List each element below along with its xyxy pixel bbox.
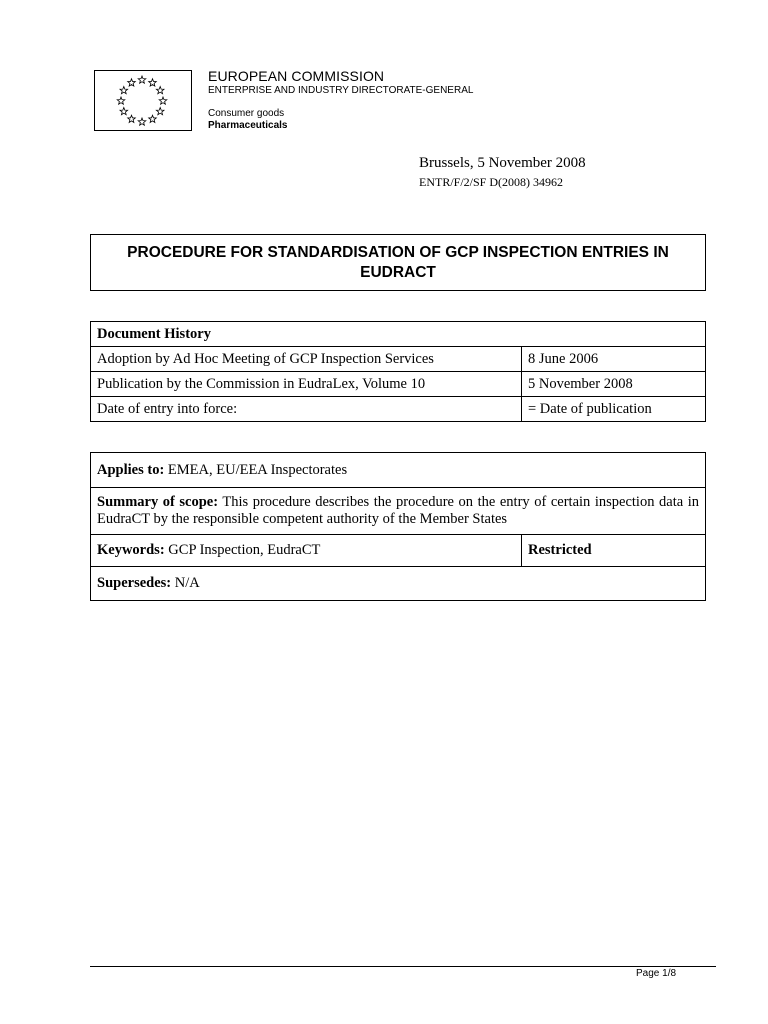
- star-icon: [138, 76, 146, 83]
- document-title: PROCEDURE FOR STANDARDISATION OF GCP INSPECTION ENTRIES IN EUDRACT: [127, 244, 669, 281]
- document-history-table: [90, 321, 706, 422]
- star-icon: [156, 108, 164, 115]
- keywords-value: GCP Inspection, EudraCT: [164, 542, 321, 558]
- eu-flag-logo: [94, 70, 192, 131]
- footer-divider: [90, 966, 716, 967]
- directorate-name: ENTERPRISE AND INDUSTRY DIRECTORATE-GENERAL: [208, 85, 474, 96]
- supersedes-cell: [91, 567, 706, 601]
- summary-label: Summary of scope:: [97, 494, 219, 510]
- table-row: [91, 347, 706, 372]
- supersedes-value: N/A: [171, 575, 200, 591]
- keywords-cell: [91, 535, 522, 567]
- unit-line-1: Consumer goods: [208, 108, 285, 119]
- star-icon: [117, 97, 125, 104]
- classification-label: Restricted: [528, 542, 592, 558]
- star-icon: [120, 108, 128, 115]
- place-and-date: Brussels, 5 November 2008: [419, 155, 586, 171]
- table-row: [91, 535, 706, 567]
- table-row: [91, 372, 706, 397]
- applies-to-cell: [91, 453, 706, 488]
- star-icon: [138, 118, 146, 125]
- star-icon: [120, 87, 128, 94]
- applies-to-value: EMEA, EU/EEA Inspectorates: [164, 461, 348, 478]
- unit-line-2: Pharmaceuticals: [208, 120, 288, 131]
- eu-stars-icon: [95, 71, 193, 132]
- table-row: [91, 567, 706, 601]
- history-label: Publication by the Commission in EudraLex, Volume 10: [91, 372, 522, 397]
- summary-value: This procedure describes the procedure on the entry of certain inspection data in EudraCT by the responsible competent authority of the Member States: [97, 494, 699, 527]
- organization-name: EUROPEAN COMMISSION: [208, 68, 385, 84]
- history-value: 8 June 2006: [522, 347, 706, 372]
- keywords-label: Keywords:: [97, 542, 165, 558]
- document-reference: ENTR/F/2/SF D(2008) 34962: [419, 175, 564, 189]
- history-value: = Date of publication: [522, 397, 706, 422]
- supersedes-label: Supersedes:: [97, 575, 172, 591]
- star-icon: [128, 115, 136, 122]
- table-row: [91, 322, 706, 347]
- history-value: 5 November 2008: [522, 372, 706, 397]
- classification-cell: [522, 535, 706, 567]
- star-icon: [128, 79, 136, 86]
- table-row: [91, 397, 706, 422]
- star-icon: [149, 79, 157, 86]
- table-row: [91, 488, 706, 535]
- history-heading: Document History: [91, 322, 706, 347]
- star-icon: [159, 97, 167, 104]
- applies-to-label: Applies to:: [97, 461, 165, 478]
- history-label: Date of entry into force:: [91, 397, 522, 422]
- scope-table: [90, 452, 706, 601]
- summary-cell: [91, 488, 706, 535]
- page-number: Page 1/8: [636, 968, 677, 979]
- table-row: [91, 453, 706, 488]
- document-title-box: [90, 234, 706, 291]
- history-label: Adoption by Ad Hoc Meeting of GCP Inspection Services: [91, 347, 522, 372]
- star-icon: [156, 87, 164, 94]
- star-icon: [149, 115, 157, 122]
